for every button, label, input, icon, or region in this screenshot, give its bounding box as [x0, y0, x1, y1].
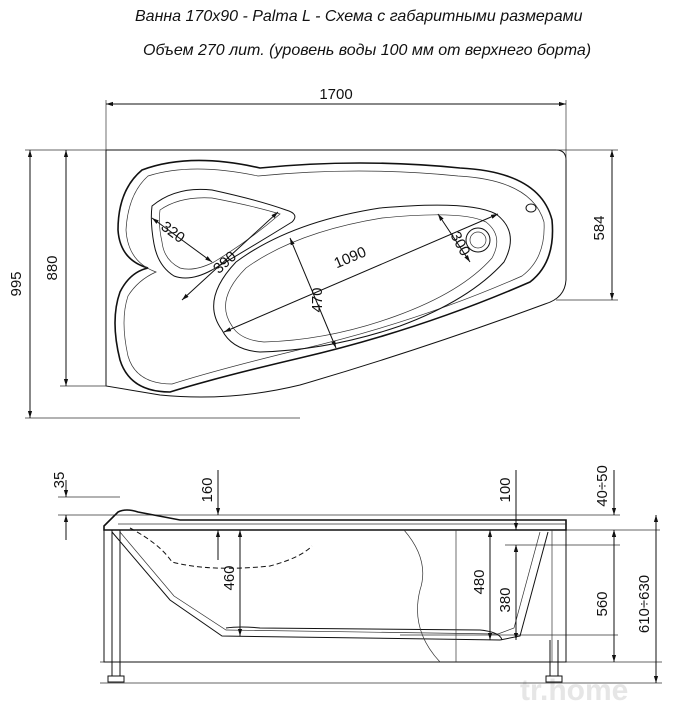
side-view — [51, 465, 662, 683]
dim-total-depth-label: 995 — [8, 271, 25, 297]
dim-rim-label: 35 — [51, 471, 68, 489]
diagram-subtitle: Объем 270 лит. (уровень воды 100 мм от верхнего борта) — [143, 42, 592, 59]
top-view — [8, 86, 618, 418]
dim-height-label: 560 — [594, 591, 611, 617]
dim-seat-width-label: 390 — [210, 247, 240, 278]
dim-depth-label: 880 — [44, 255, 61, 281]
dim-seat-depth-label: 320 — [157, 218, 188, 247]
dim-drain-label: 300 — [446, 228, 474, 259]
dim-bowl-length-label: 1090 — [331, 243, 369, 273]
dim-panel-gap-label: 40÷50 — [594, 465, 611, 507]
dim-seat-height-label: 160 — [199, 477, 216, 503]
dim-length-label: 1700 — [319, 86, 353, 103]
dim-inner-height-label: 460 — [221, 565, 238, 591]
diagram-title: Ванна 170x90 - Palma L - Схема с габаритными размерами — [135, 8, 583, 25]
dim-leg-range-label: 610÷630 — [636, 574, 653, 634]
dim-right-depth-label: 584 — [591, 215, 608, 241]
dim-inner-depth-label: 100 — [497, 477, 514, 503]
dim-depth-a-label: 480 — [471, 569, 488, 595]
dim-bowl-width-label: 470 — [309, 287, 326, 313]
watermark: tr.home — [520, 674, 629, 707]
dim-depth-b-label: 380 — [497, 587, 514, 613]
